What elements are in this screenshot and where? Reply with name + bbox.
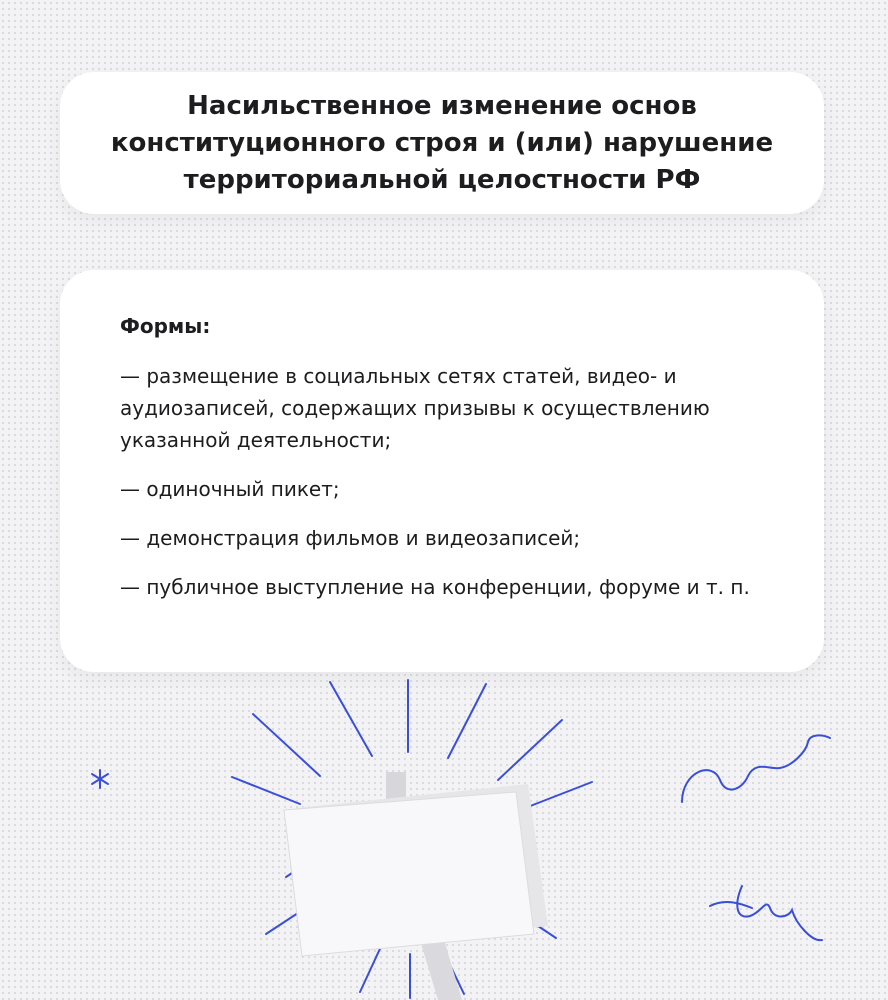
scribble-icon: [710, 886, 822, 940]
protest-illustration: [0, 672, 888, 1000]
forms-list: [120, 360, 780, 620]
page-title: Насильственное изменение основ конституционного строя и (или) нарушение территориальной целостности РФ: [110, 90, 774, 195]
list-item: — публичное выступление на конференции, форуме и т. п.: [120, 575, 750, 599]
asterisk-icon: [92, 770, 108, 788]
squiggle-icon: [682, 735, 830, 802]
blank-protest-sign-icon: [284, 772, 548, 1000]
title-card: [60, 72, 824, 214]
list-item: — демонстрация фильмов и видеозаписей;: [120, 526, 581, 550]
forms-heading: Формы:: [120, 314, 211, 338]
list-item: — размещение в социальных сетях статей, видео- и аудиозаписей, содержащих призывы к осуществлению указанной деятельности;: [120, 364, 710, 452]
forms-card: [60, 270, 824, 672]
list-item: — одиночный пикет;: [120, 477, 340, 501]
